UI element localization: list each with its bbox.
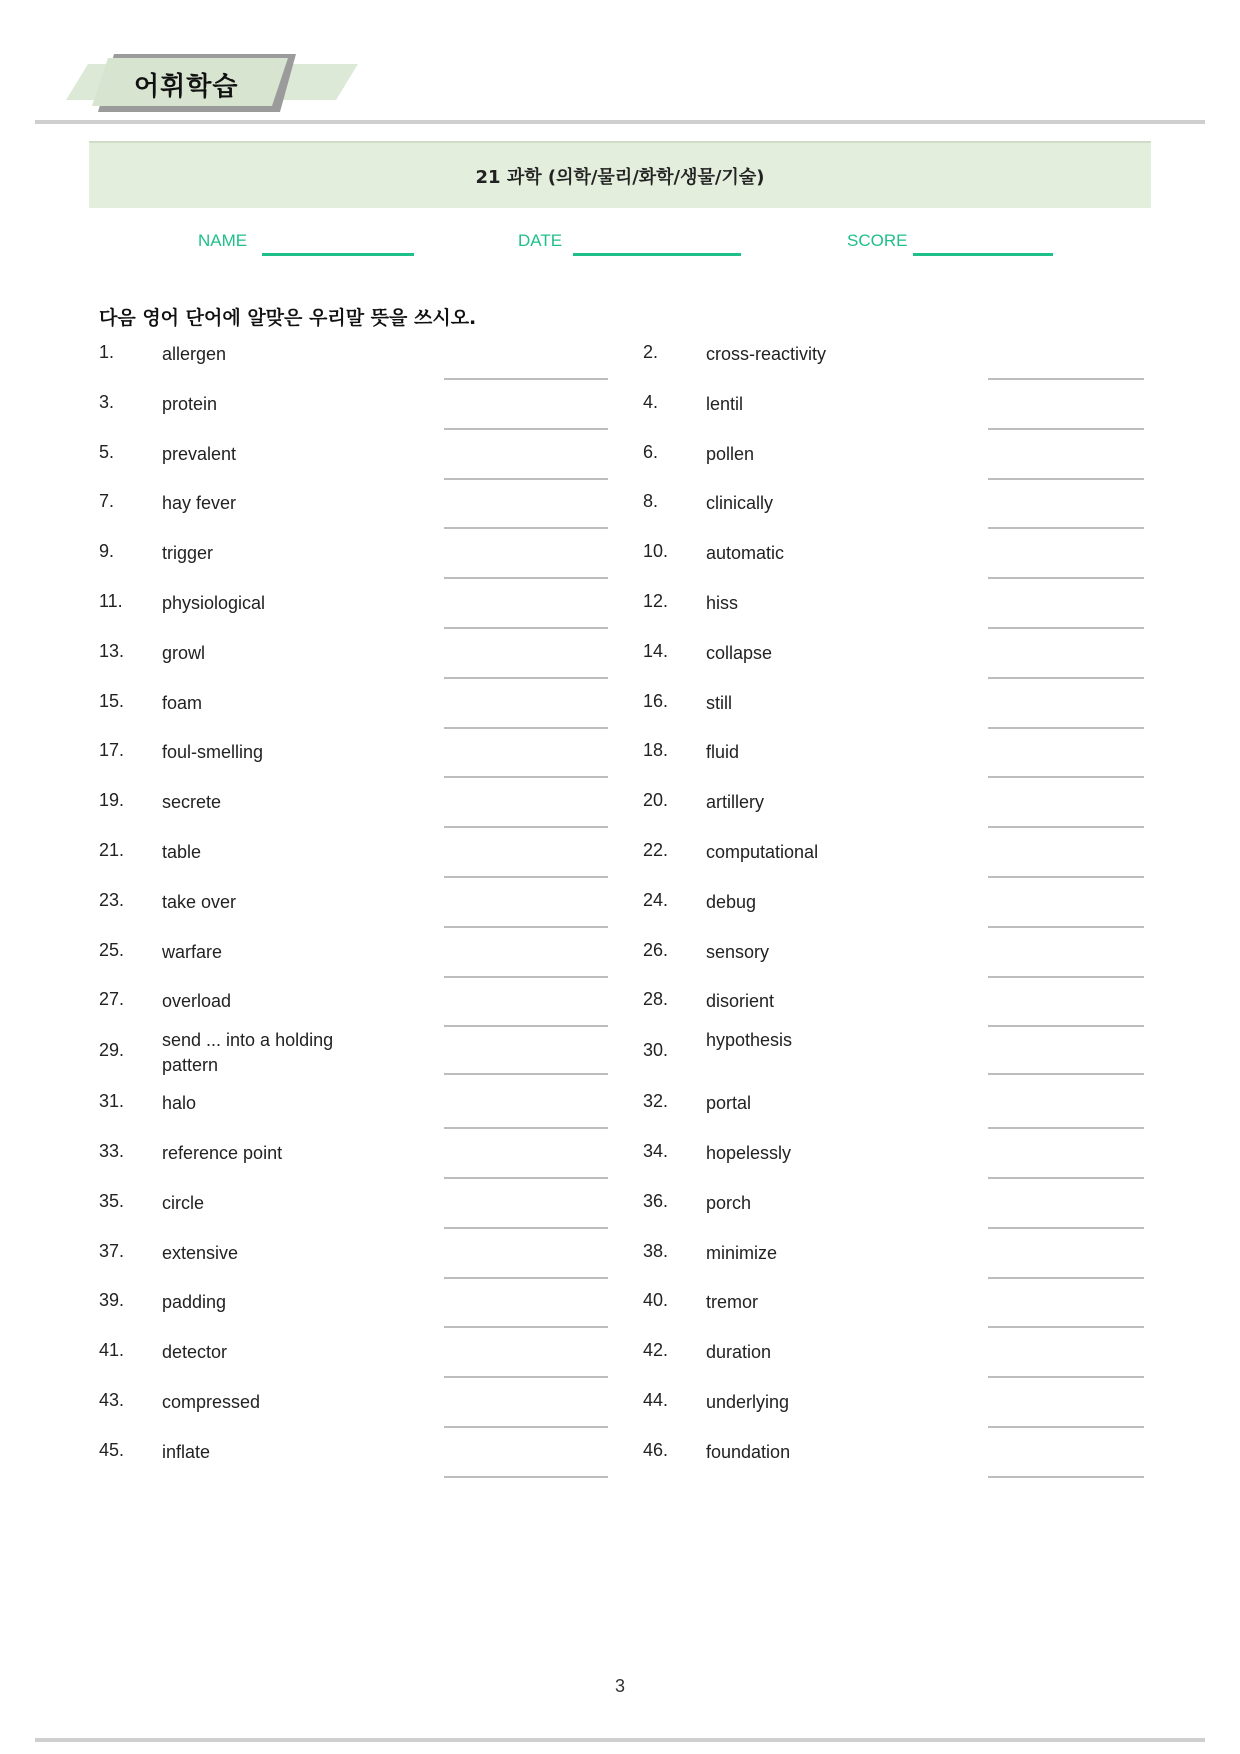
vocab-word: circle (162, 1192, 205, 1213)
answer-line[interactable] (444, 976, 608, 978)
vocab-number: 22. (643, 840, 669, 860)
vocab-item (99, 840, 369, 890)
vocab-item (643, 1290, 943, 1340)
name-label: NAME (198, 231, 248, 250)
answer-line[interactable] (444, 826, 608, 828)
vocab-number: 27. (99, 989, 125, 1010)
vocab-number: 25. (99, 939, 125, 960)
vocab-number: 39. (99, 1290, 125, 1311)
answer-line[interactable] (444, 1073, 608, 1075)
vocab-item (99, 940, 369, 990)
vocab-word: tremor (706, 1292, 759, 1313)
score-label: SCORE (847, 231, 908, 250)
vocab-number: 4. (643, 391, 659, 412)
vocab-item (643, 740, 943, 790)
vocab-number: 43. (99, 1390, 125, 1410)
answer-line[interactable] (444, 1476, 608, 1478)
vocab-item (643, 342, 943, 392)
vocab-word: computational (706, 842, 819, 862)
vocab-item (643, 541, 943, 591)
answer-line[interactable] (444, 1326, 608, 1328)
vocab-word: hypothesis (706, 1030, 793, 1051)
answer-line[interactable] (988, 1227, 1144, 1229)
vocab-word: collapse (706, 642, 773, 663)
answer-line[interactable] (444, 1426, 608, 1428)
vocab-number: 19. (99, 790, 125, 811)
vocab-word: inflate (162, 1441, 211, 1462)
vocab-number: 30. (643, 1040, 669, 1061)
vocab-word: pollen (706, 443, 755, 464)
vocab-item (99, 890, 369, 940)
vocab-number: 8. (643, 491, 659, 512)
vocab-item (99, 541, 369, 591)
vocab-word: halo (162, 1093, 197, 1114)
vocab-number: 16. (643, 690, 669, 711)
vocab-number: 35. (99, 1190, 125, 1211)
vocab-number: 3. (99, 391, 115, 412)
date-label: DATE (518, 231, 563, 250)
vocab-word: portal (706, 1093, 752, 1114)
vocab-word: growl (162, 642, 206, 663)
vocab-number: 46. (643, 1439, 669, 1460)
vocab-number: 34. (643, 1141, 669, 1161)
vocab-item (643, 691, 943, 741)
vocab-number: 36. (643, 1190, 669, 1211)
vocab-number: 38. (643, 1240, 669, 1261)
vocab-word: protein (162, 393, 218, 414)
vocab-word: underlying (706, 1392, 790, 1412)
vocab-number: 12. (643, 591, 669, 611)
vocab-item (99, 691, 369, 741)
vocab-item (643, 1191, 943, 1241)
vocab-item (99, 1141, 369, 1191)
vocab-item (643, 491, 943, 541)
vocab-word: duration (706, 1342, 772, 1363)
vocab-number: 2. (643, 342, 659, 362)
vocab-number: 24. (643, 889, 669, 910)
vocab-word: foundation (706, 1441, 791, 1462)
vocab-item (99, 1091, 369, 1141)
vocab-word: fluid (706, 742, 740, 763)
vocab-item (99, 491, 369, 541)
vocab-number: 44. (643, 1390, 669, 1410)
answer-line[interactable] (988, 926, 1144, 928)
vocab-word: secrete (162, 792, 222, 813)
vocab-number: 40. (643, 1290, 669, 1311)
answer-line[interactable] (988, 1426, 1144, 1428)
answer-line[interactable] (988, 1127, 1144, 1129)
vocab-number: 10. (643, 541, 669, 562)
answer-line[interactable] (988, 677, 1144, 679)
vocab-item (99, 1290, 369, 1340)
vocab-item (643, 1029, 943, 1079)
bottom-divider (35, 1738, 1205, 1742)
score-field[interactable] (913, 253, 1053, 256)
vocab-word: extensive (162, 1242, 239, 1263)
vocab-word: prevalent (162, 443, 237, 464)
vocab-word: detector (162, 1342, 228, 1363)
answer-line[interactable] (444, 627, 608, 629)
vocab-item (643, 840, 943, 890)
answer-line[interactable] (988, 577, 1144, 579)
answer-line[interactable] (444, 378, 608, 380)
vocab-item (643, 890, 943, 940)
answer-line[interactable] (444, 577, 608, 579)
answer-line[interactable] (988, 727, 1144, 729)
answer-line[interactable] (988, 876, 1144, 878)
vocab-word: minimize (706, 1242, 778, 1263)
vocab-word: compressed (162, 1392, 261, 1412)
vocab-number: 28. (643, 989, 669, 1010)
vocab-item (643, 790, 943, 840)
vocab-number: 1. (99, 342, 115, 362)
vocab-item (643, 641, 943, 691)
vocab-number: 13. (99, 640, 125, 661)
vocab-item (99, 342, 369, 392)
vocab-word: allergen (162, 344, 227, 364)
vocab-word: send ... into a holding pattern (162, 1030, 334, 1076)
vocab-item (643, 1141, 943, 1191)
vocab-item (99, 1191, 369, 1241)
vocab-item (99, 591, 369, 641)
vocab-item (643, 442, 943, 492)
vocab-item (99, 1390, 369, 1440)
answer-line[interactable] (444, 1025, 608, 1027)
vocab-word: porch (706, 1192, 752, 1213)
vocab-word: take over (162, 891, 237, 912)
vocab-item (99, 740, 369, 790)
vocab-number: 6. (643, 441, 659, 462)
vocab-word: artillery (706, 792, 765, 813)
vocab-item (643, 1440, 943, 1490)
answer-line[interactable] (444, 1376, 608, 1378)
vocab-number: 17. (99, 740, 125, 761)
vocab-word: clinically (706, 493, 774, 514)
worksheet-title-band (89, 141, 1151, 208)
answer-line[interactable] (988, 428, 1144, 430)
vocab-item (99, 790, 369, 840)
vocab-number: 15. (99, 690, 125, 711)
vocab-item (99, 1340, 369, 1390)
vocab-word: lentil (706, 393, 744, 414)
vocab-item (99, 442, 369, 492)
vocab-number: 45. (99, 1439, 125, 1460)
vocab-number: 42. (643, 1340, 669, 1361)
vocab-item (99, 1029, 369, 1079)
vocab-number: 5. (99, 441, 115, 462)
answer-line[interactable] (988, 378, 1144, 380)
vocab-word: debug (706, 891, 757, 912)
vocab-word: hopelessly (706, 1143, 792, 1163)
answer-line[interactable] (988, 478, 1144, 480)
answer-line[interactable] (988, 1277, 1144, 1279)
header-tab-title: 어휘학습 (134, 72, 239, 102)
answer-line[interactable] (988, 1073, 1144, 1075)
vocab-item (643, 1340, 943, 1390)
vocab-number: 14. (643, 640, 669, 661)
answer-line[interactable] (444, 776, 608, 778)
instruction-text: 다음 영어 단어에 알맞은 우리말 뜻을 쓰시오. (99, 307, 477, 329)
vocab-word: cross-reactivity (706, 344, 827, 364)
vocab-number: 37. (99, 1240, 125, 1261)
vocab-number: 21. (99, 840, 125, 860)
vocab-number: 23. (99, 889, 125, 910)
answer-line[interactable] (444, 876, 608, 878)
vocab-word: reference point (162, 1143, 283, 1163)
vocab-word: trigger (162, 543, 214, 564)
vocab-item (99, 1440, 369, 1490)
vocab-item (643, 1390, 943, 1440)
answer-line[interactable] (444, 527, 608, 529)
answer-line[interactable] (444, 727, 608, 729)
vocab-item (643, 1091, 943, 1141)
vocab-item (643, 591, 943, 641)
vocab-word: warfare (162, 941, 223, 962)
page-number: 3 (614, 1676, 625, 1696)
vocab-word: foam (162, 692, 203, 713)
vocab-word: foul-smelling (162, 742, 264, 763)
vocab-number: 32. (643, 1091, 669, 1112)
vocab-number: 20. (643, 790, 669, 811)
answer-line[interactable] (988, 1376, 1144, 1378)
answer-line[interactable] (444, 926, 608, 928)
worksheet-title: 21 과학 (의학/물리/화학/생물/기술) (475, 166, 765, 188)
name-field[interactable] (262, 253, 414, 256)
vocab-number: 31. (99, 1091, 125, 1112)
vocab-word: automatic (706, 543, 785, 564)
vocab-number: 7. (99, 491, 115, 512)
vocab-word: physiological (162, 593, 266, 613)
answer-line[interactable] (444, 478, 608, 480)
answer-line[interactable] (444, 428, 608, 430)
vocab-number: 9. (99, 541, 115, 562)
vocab-number: 33. (99, 1141, 125, 1161)
answer-line[interactable] (444, 1277, 608, 1279)
vocab-item (99, 392, 369, 442)
vocab-item (643, 940, 943, 990)
vocab-item (99, 641, 369, 691)
vocab-item (643, 392, 943, 442)
answer-line[interactable] (988, 776, 1144, 778)
vocab-word: sensory (706, 941, 770, 962)
answer-line[interactable] (444, 677, 608, 679)
answer-line[interactable] (988, 1177, 1144, 1179)
vocab-word: overload (162, 991, 232, 1012)
answer-line[interactable] (444, 1177, 608, 1179)
vocab-word: disorient (706, 991, 775, 1012)
answer-line[interactable] (444, 1227, 608, 1229)
date-field[interactable] (573, 253, 741, 256)
answer-line[interactable] (988, 976, 1144, 978)
vocab-word: hay fever (162, 493, 237, 514)
answer-line[interactable] (988, 1025, 1144, 1027)
vocab-word: padding (162, 1292, 227, 1313)
vocab-item (643, 1241, 943, 1291)
vocab-number: 41. (99, 1340, 125, 1361)
vocab-word: hiss (706, 593, 739, 613)
vocab-number: 18. (643, 740, 669, 761)
answer-line[interactable] (988, 1476, 1144, 1478)
vocab-word: still (706, 692, 732, 713)
vocab-number: 11. (99, 591, 123, 611)
top-divider (35, 120, 1205, 124)
vocab-number: 26. (643, 939, 669, 960)
vocab-item (99, 1241, 369, 1291)
vocab-number: 29. (99, 1040, 125, 1061)
answer-line[interactable] (988, 826, 1144, 828)
answer-line[interactable] (444, 1127, 608, 1129)
vocab-word: table (162, 842, 202, 862)
answer-line[interactable] (988, 627, 1144, 629)
answer-line[interactable] (988, 1326, 1144, 1328)
answer-line[interactable] (988, 527, 1144, 529)
